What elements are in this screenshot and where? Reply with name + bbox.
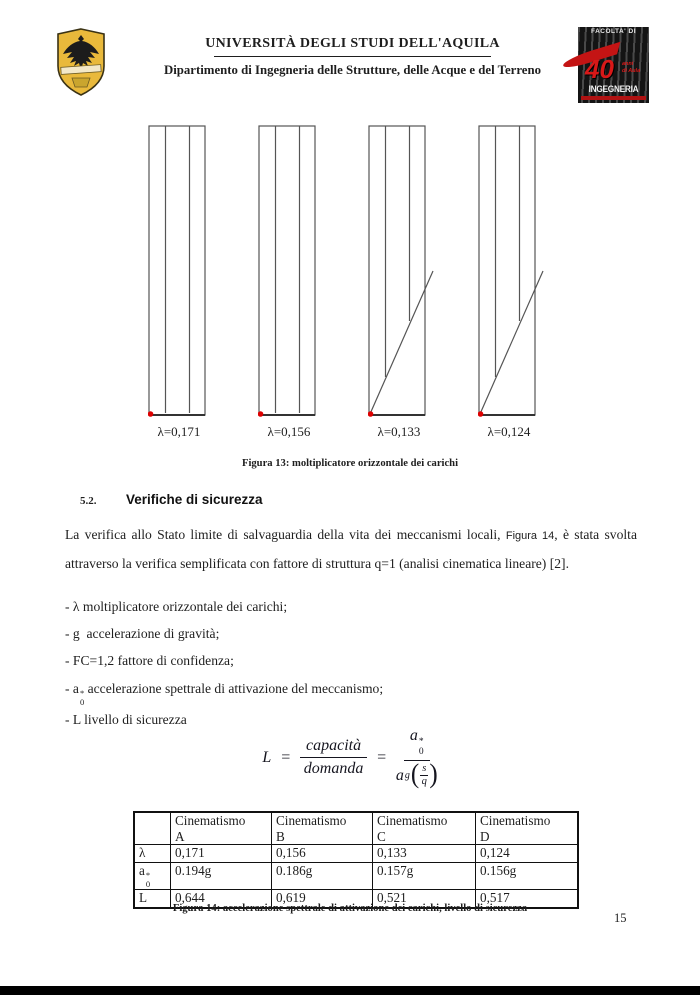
cell: 0,619 <box>272 889 373 908</box>
wall-diagram-C <box>368 125 442 418</box>
section-heading <box>80 492 263 507</box>
faculty-logo-smalltext <box>622 61 640 75</box>
close-paren: ) <box>429 759 438 790</box>
row-label-a0star: a * 0 <box>134 863 171 890</box>
figure14-caption: Figura 14: accelerazione spettrale di attivazione dei carichi, livello di sicurezza <box>172 903 528 914</box>
list-item: - L livello di sicurezza <box>65 712 187 728</box>
bottom-black-bar <box>0 986 700 995</box>
table-row-lambda <box>134 845 578 863</box>
cell: 0,521 <box>373 889 476 908</box>
section-number: 5.2. <box>80 495 97 507</box>
empty-corner-cell <box>134 812 171 845</box>
a0-supsub <box>419 738 424 758</box>
faculty-logo-diaula: di Aula <box>622 68 641 75</box>
faculty-40-years-logo <box>578 27 649 103</box>
list-item: - g accelerazione di gravità; <box>65 626 220 642</box>
s-over-q <box>420 763 428 788</box>
equals-sign: = <box>280 748 292 766</box>
lambda-label-D: λ=0,124 <box>487 424 531 439</box>
department-subtitle: Dipartimento di Ingegneria delle Strutture, delle Acque e del Terreno <box>163 63 541 77</box>
header-cinematismo-C: Cinematismo C <box>373 812 476 845</box>
body-paragraph <box>65 521 637 577</box>
cell: 0.157g <box>373 863 476 890</box>
kinematism-results-table <box>133 811 579 909</box>
mechanism-crack-line <box>480 271 543 414</box>
symbol-definition-list <box>65 593 637 734</box>
lambda-label-A: λ=0,171 <box>157 424 201 439</box>
capacity-demand-fraction <box>300 737 367 778</box>
ag-sub: g <box>404 770 410 781</box>
a0-base: a <box>409 727 418 744</box>
ag-sq-denominator <box>396 761 438 788</box>
wall-diagram-B <box>258 125 332 418</box>
header-cinematismo-A: Cinematismo A <box>171 812 272 845</box>
paragraph-part2: , è stata svolta attraverso la verifica semplificata con fattore di struttura q=1 (analisi cinematica lineare) [2]. <box>65 527 637 571</box>
safety-level-formula <box>0 727 700 788</box>
lambda-label-B: λ=0,156 <box>267 424 311 439</box>
a0-base: - a <box>65 680 79 696</box>
header-cinematismo-D: Cinematismo D <box>476 812 579 845</box>
mechanism-crack-line <box>370 271 433 414</box>
ag-base: a <box>395 766 404 784</box>
cell: 0,171 <box>171 845 272 863</box>
header-cinematismo-B: Cinematismo B <box>272 812 373 845</box>
figure13-caption: Figura 13: moltiplicatore orizzontale dei carichi <box>241 458 459 469</box>
open-paren: ( <box>410 759 420 790</box>
cell: 0,124 <box>476 845 579 863</box>
cell: 0,133 <box>373 845 476 863</box>
university-title: UNIVERSITÀ DEGLI STUDI DELL'AQUILA <box>205 36 500 51</box>
s-num: s <box>420 763 428 776</box>
lambda-label-C: λ=0,133 <box>377 424 421 439</box>
fraction-numerator: capacità <box>300 737 367 758</box>
a0-star-numerator <box>404 727 430 761</box>
a0-sub: 0 <box>418 746 424 757</box>
page-number: 15 <box>614 911 627 925</box>
cell: 0,517 <box>476 889 579 908</box>
q-den: q <box>421 776 427 787</box>
faculty-logo-40: 40 <box>585 54 614 84</box>
row-label-lambda: λ <box>134 845 171 863</box>
faculty-logo-anni: anni <box>622 61 634 67</box>
figure14-crossref: Figura 14 <box>505 530 555 542</box>
list-item: - λ moltiplicatore orizzontale dei carichi; <box>65 599 288 614</box>
cell: 0,156 <box>272 845 373 863</box>
a0-rest: accelerazione spettrale di attivazione del meccanismo; <box>84 680 384 696</box>
section-title: Verifiche di sicurezza <box>126 492 263 507</box>
row-label-L: L <box>134 889 171 908</box>
university-crest-logo <box>55 28 107 96</box>
a0-sub: 0 <box>79 696 85 707</box>
header-text-block <box>115 36 590 78</box>
wall-diagram-D <box>478 125 552 418</box>
header-divider <box>214 56 491 57</box>
wall-diagram-A <box>148 125 222 418</box>
list-item <box>65 675 637 707</box>
table-header-row <box>134 812 578 845</box>
cell: 0,644 <box>171 889 272 908</box>
a0-supsub: * 0 <box>145 870 151 889</box>
cell: 0.156g <box>476 863 579 890</box>
table-row-a0star <box>134 863 578 890</box>
acceleration-fraction <box>396 727 438 788</box>
paragraph-part1: La verifica allo Stato limite di salvaguardia della vita dei meccanismi locali, <box>65 527 506 542</box>
list-item: - FC=1,2 fattore di confidenza; <box>65 653 234 669</box>
cell: 0.194g <box>171 863 272 890</box>
cell: 0.186g <box>272 863 373 890</box>
a0-sup: * <box>418 737 424 747</box>
a0-sup: * <box>79 687 85 698</box>
faculty-logo-topline: FACOLTA' DI <box>590 28 637 35</box>
equals-sign: = <box>376 748 387 766</box>
fraction-denominator: domanda <box>303 760 364 778</box>
faculty-logo-red-strip <box>581 96 646 100</box>
faculty-logo-ingegneria: INGEGNERIA <box>588 84 639 94</box>
formula-lhs: L <box>262 748 272 766</box>
